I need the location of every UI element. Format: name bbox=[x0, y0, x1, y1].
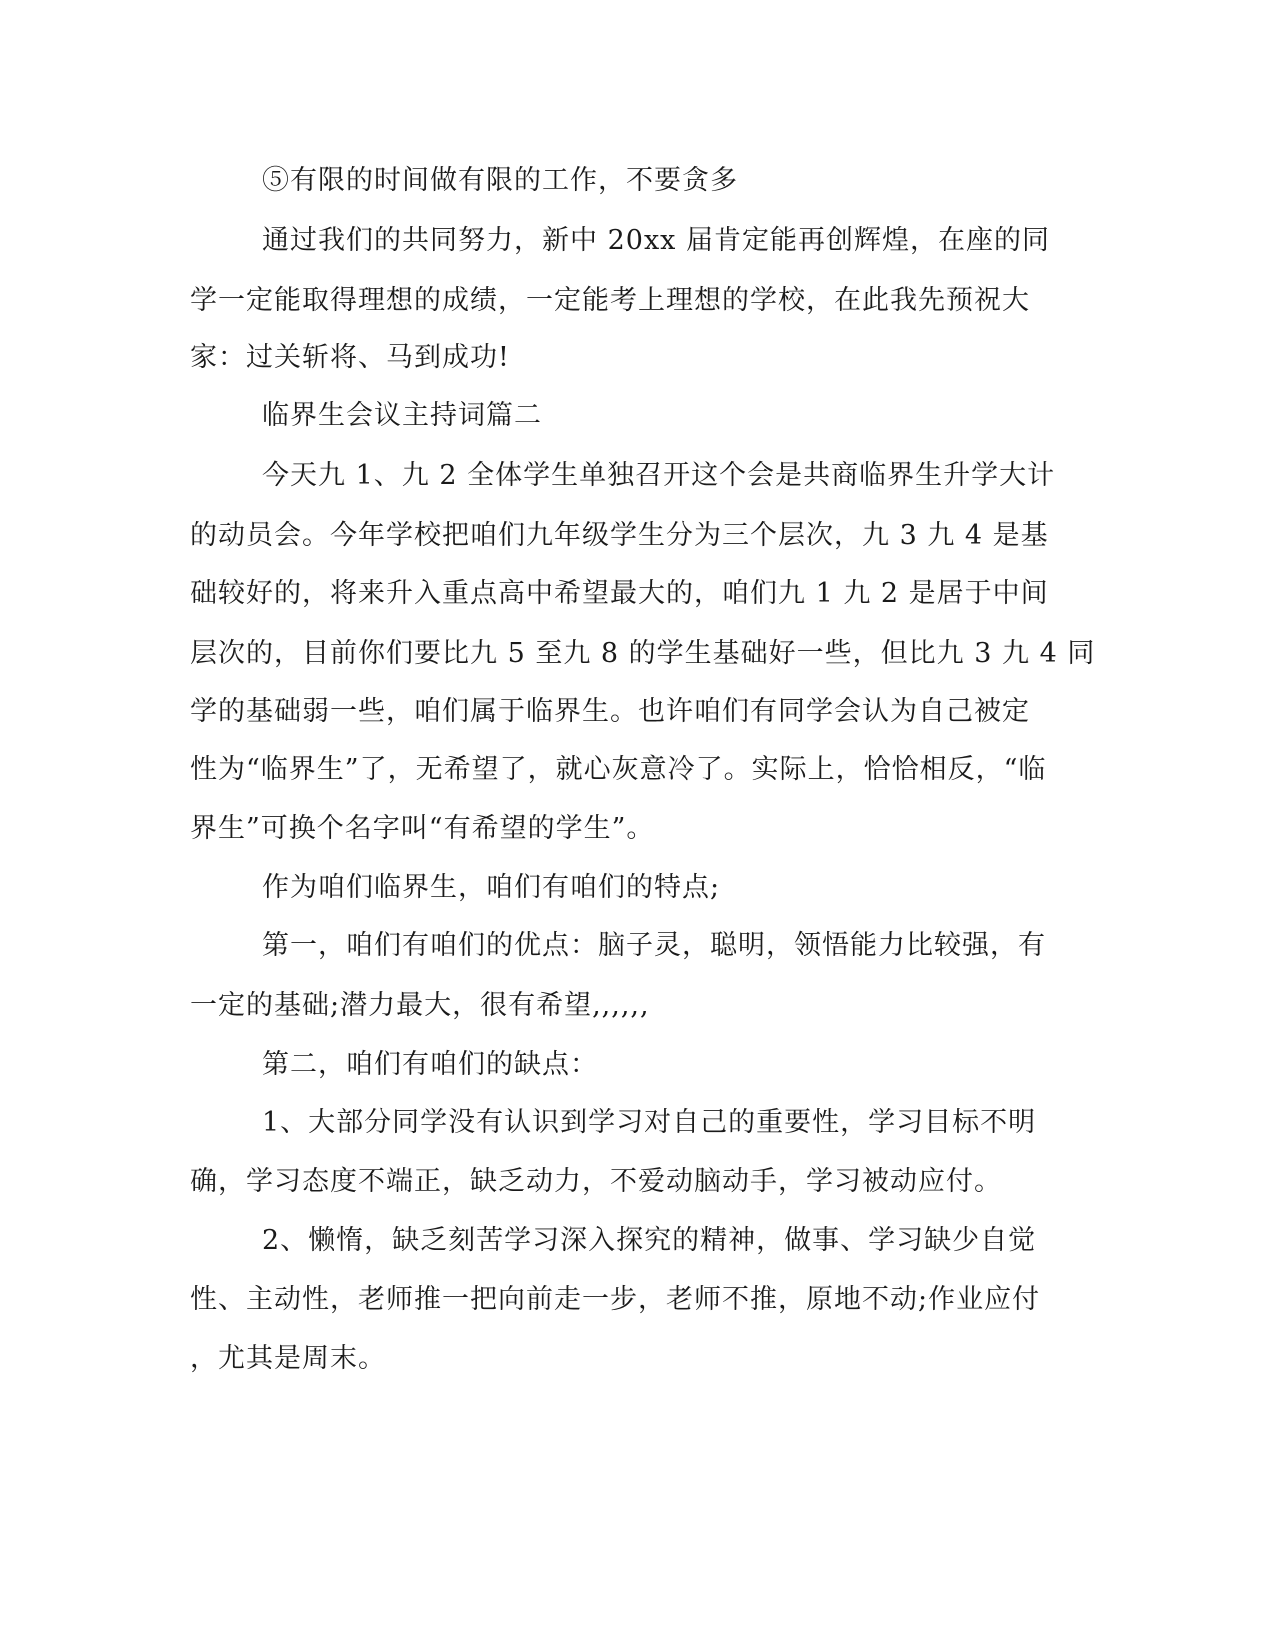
text-line: 层次的，目前你们要比九 5 至九 8 的学生基础好一些，但比九 3 九 4 同 bbox=[190, 638, 1096, 669]
text-line: 的动员会。今年学校把咱们九年级学生分为三个层次，九 3 九 4 是基 bbox=[190, 520, 1049, 551]
text-line: 家：过关斩将、马到成功! bbox=[190, 342, 510, 373]
text-line: 一定的基础;潜力最大，很有希望,,,,,, bbox=[190, 990, 650, 1021]
text-line: 2、懒惰，缺乏刻苦学习深入探究的精神，做事、学习缺少自觉 bbox=[262, 1225, 1037, 1256]
text-line: 通过我们的共同努力，新中 20xx 届肯定能再创辉煌，在座的同 bbox=[262, 225, 1050, 256]
text-line: 第二，咱们有咱们的缺点： bbox=[262, 1049, 598, 1080]
text-line: 确，学习态度不端正，缺乏动力，不爱动脑动手，学习被动应付。 bbox=[190, 1166, 1002, 1197]
section-heading: 临界生会议主持词篇二 bbox=[262, 400, 542, 431]
text-line: 学的基础弱一些，咱们属于临界生。也许咱们有同学会认为自己被定 bbox=[190, 696, 1030, 727]
text-line: 性、主动性，老师推一把向前走一步，老师不推，原地不动;作业应付 bbox=[190, 1284, 1041, 1315]
text-line: 学一定能取得理想的成绩，一定能考上理想的学校，在此我先预祝大 bbox=[190, 285, 1030, 316]
text-line: ，尤其是周末。 bbox=[190, 1343, 386, 1374]
text-line: 今天九 1、九 2 全体学生单独召开这个会是共商临界生升学大计 bbox=[262, 460, 1056, 491]
text-line: 1、大部分同学没有认识到学习对自己的重要性，学习目标不明 bbox=[262, 1107, 1037, 1138]
text-line: 第一，咱们有咱们的优点：脑子灵，聪明，领悟能力比较强，有 bbox=[262, 930, 1046, 961]
text-line: 作为咱们临界生，咱们有咱们的特点; bbox=[262, 872, 721, 903]
text-line: 界生”可换个名字叫“有希望的学生”。 bbox=[190, 813, 655, 844]
text-line: 性为“临界生”了，无希望了，就心灰意冷了。实际上，恰恰相反，“临 bbox=[190, 754, 1047, 785]
text-line: 础较好的，将来升入重点高中希望最大的，咱们九 1 九 2 是居于中间 bbox=[190, 578, 1049, 609]
text-line: ⑤有限的时间做有限的工作，不要贪多 bbox=[262, 165, 738, 196]
